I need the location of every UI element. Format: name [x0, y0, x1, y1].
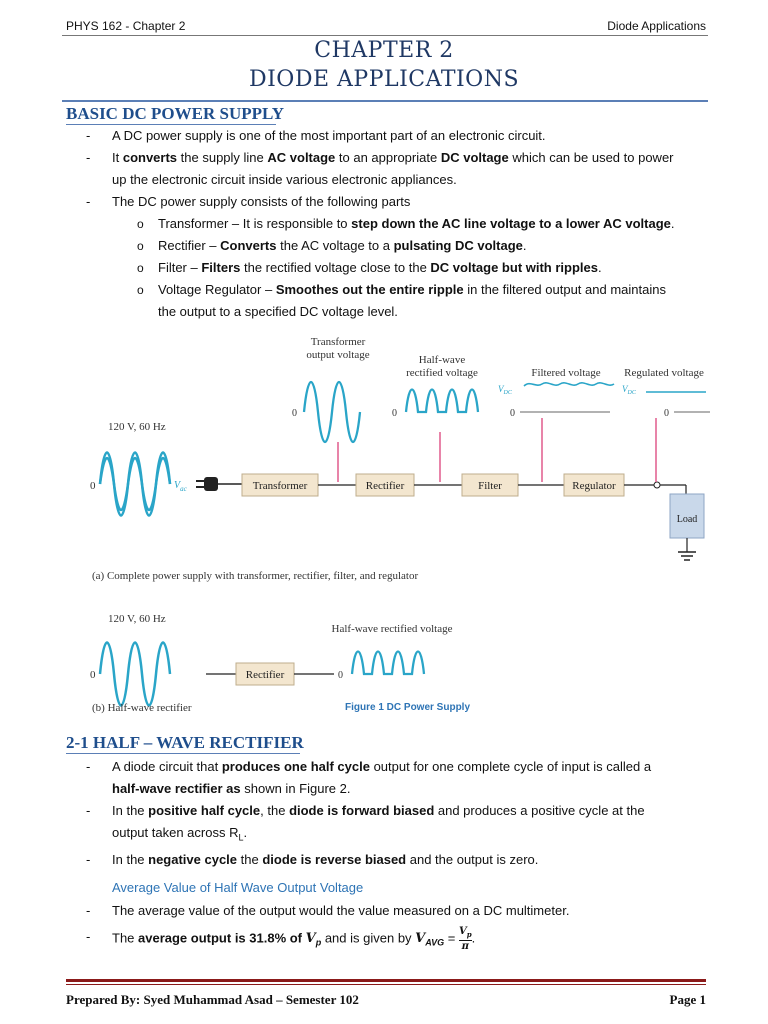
ac-input-wave-full — [100, 453, 170, 516]
fraction: $\frac{V_p}{\pi}$ — [458, 926, 472, 952]
filtered-output-wave — [524, 383, 614, 386]
vac-label: $V_{ac}$ — [174, 480, 187, 493]
svg-text:0: 0 — [510, 408, 515, 419]
bullet-item: - In the negative cycle the diode is reverse biased and the output is zero. — [86, 851, 539, 867]
svg-text:Filtered voltage: Filtered voltage — [531, 367, 601, 379]
sub-bullet-item: o Rectifier – Converts the AC voltage to a pulsating DC voltage. — [137, 238, 527, 253]
subheading-average-value: Average Value of Half Wave Output Voltage — [112, 880, 364, 895]
section-heading-half-wave-rectifier: 2-1 HALF – WAVE RECTIFIER — [66, 733, 304, 752]
svg-text:Rectifier: Rectifier — [365, 480, 405, 492]
svg-text:0: 0 — [392, 408, 397, 419]
svg-text:0: 0 — [90, 669, 96, 681]
svg-text:Half-wave rectified voltage: Half-wave rectified voltage — [331, 623, 453, 635]
svg-text:Regulator: Regulator — [572, 480, 616, 492]
header-right: Diode Applications — [607, 19, 706, 33]
figure-b-caption: (b) Half-wave rectifier — [92, 702, 192, 714]
svg-text:output voltage: output voltage — [306, 349, 370, 361]
svg-text:0: 0 — [664, 408, 669, 419]
header-left: PHYS 162 - Chapter 2 — [66, 19, 186, 33]
plug-icon — [204, 477, 218, 491]
bullet-item: - The DC power supply consists of the following parts — [86, 194, 411, 209]
section2-body-average — [86, 900, 706, 954]
figure-a-caption: (a) Complete power supply with transformer, rectifier, filter, and regulator — [92, 570, 419, 582]
svg-text:Transformer: Transformer — [310, 336, 366, 348]
source-label-b: 120 V, 60 Hz — [108, 613, 166, 625]
bullet-item: - The average output is 31.8% of $V_p$ and is given by $V_{AVG}$ = $\frac{V_p}{\pi}$ . — [86, 926, 476, 952]
svg-text:Load: Load — [676, 514, 698, 525]
vdc-label-regulated: $V_{DC}$ — [622, 384, 636, 396]
halfwave-output-wave-b — [352, 652, 424, 675]
section2-body — [86, 756, 706, 871]
zero-label: 0 — [90, 480, 96, 492]
svg-text:0: 0 — [338, 670, 343, 681]
bullet-item: - A diode circuit that produces one half cycle output for one complete cycle of input is called a half-wave rectifier as shown in Figure 2. — [86, 759, 652, 796]
bullet-item: - The average value of the output would the value measured on a DC multimeter. — [86, 903, 570, 918]
chapter-subtitle: DIODE APPLICATIONS — [248, 67, 520, 92]
sub-bullet-item: o Filter – Filters the rectified voltage close to the DC voltage but with ripples. — [137, 260, 602, 275]
figure-caption: Figure 1 DC Power Supply — [345, 702, 471, 713]
svg-text:Transformer: Transformer — [252, 480, 308, 492]
transformer-output-wave — [304, 382, 360, 442]
footer-divider-thick — [66, 979, 706, 982]
svg-text:Rectifier: Rectifier — [245, 669, 285, 681]
bullet-item: - A DC power supply is one of the most important part of an electronic circuit. — [86, 128, 546, 143]
source-label: 120 V, 60 Hz — [108, 421, 166, 433]
title-divider — [62, 100, 708, 102]
section1-body — [86, 125, 706, 323]
footer-author: Prepared By: Syed Muhammad Asad – Semester 102 — [66, 992, 359, 1007]
vdc-label-filtered: $V_{DC}$ — [498, 384, 512, 396]
ac-input-wave-b — [100, 643, 170, 706]
svg-text:Half-wave: Half-wave — [418, 354, 466, 366]
halfwave-output-wave — [406, 390, 478, 413]
sub-bullet-item: o Transformer – It is responsible to step down the AC line voltage to a lower AC voltage. — [137, 216, 675, 231]
chapter-title: CHAPTER 2 — [314, 38, 454, 63]
section-heading-dc-power-supply: BASIC DC POWER SUPPLY — [66, 104, 285, 123]
sub-bullet-item: o Voltage Regulator – Smoothes out the entire ripple in the filtered output and maintains the output to a specified DC voltage level. — [137, 282, 666, 319]
svg-text:0: 0 — [292, 408, 297, 419]
svg-text:Filter: Filter — [478, 480, 502, 492]
svg-text:rectified voltage: rectified voltage — [406, 367, 478, 379]
footer-divider-thin — [66, 984, 706, 985]
bullet-item: - In the positive half cycle, the diode is forward biased and produces a positive cycle at the output taken across $R_L$. — [86, 803, 645, 843]
header-divider — [62, 35, 708, 36]
footer-page-number: Page 1 — [669, 992, 706, 1007]
bullet-item: - It converts the supply line AC voltage to an appropriate DC voltage which can be used to power up the electronic circuit inside various electronic appliances. — [86, 150, 674, 187]
svg-text:Regulated voltage: Regulated voltage — [624, 367, 704, 379]
section-heading-underline — [66, 753, 300, 754]
figure-complete-power-supply — [80, 332, 720, 590]
